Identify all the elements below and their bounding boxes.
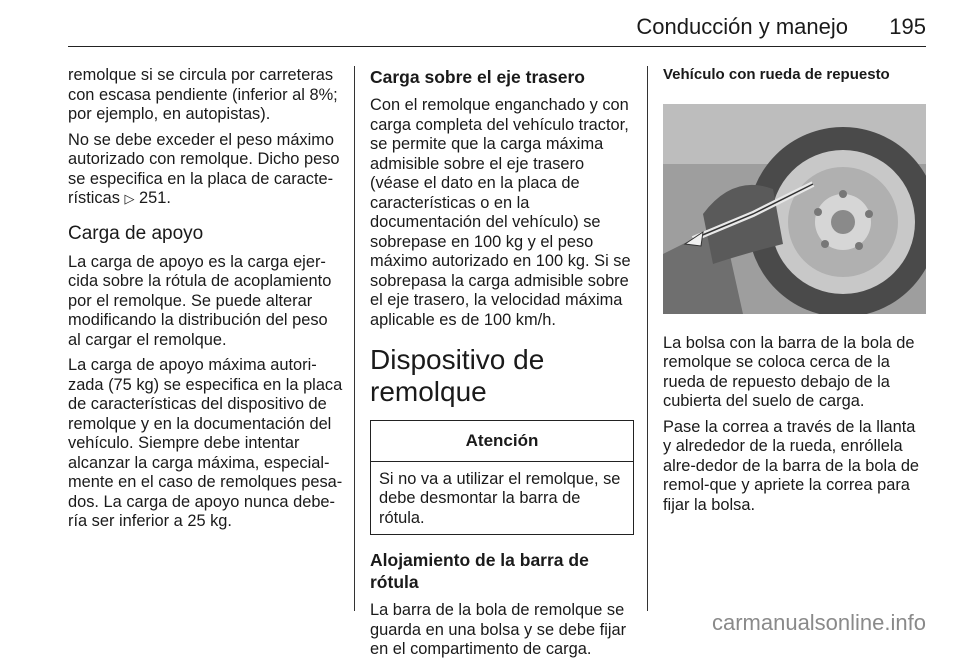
paragraph: remolque si se circula por carreteras con escasa pendiente (inferior al 8%; por ejemplo, en autopistas). [68,66,338,123]
paragraph: La carga de apoyo es la carga ejer-cida sobre la rótula de acoplamiento por el remolque. Se puede alterar modificando la distribución del peso al cargar el remolque. [68,252,332,349]
heading-support-load: Carga de apoyo [68,222,204,244]
notice-title: Atención [371,421,633,462]
column-1 [68,66,344,538]
paragraph: No se debe exceder el peso máximo autorizado con remolque. Dicho peso se especifica en la placa de caracte-rísticas ▷ 251. [68,130,340,207]
column-divider [647,66,648,611]
spare-wheel-photo [663,104,926,314]
column-2 [370,66,634,666]
column-divider [354,66,355,611]
column-3 [663,66,926,521]
heading-spare-wheel: Vehículo con rueda de repuesto [663,66,890,83]
paragraph: Con el remolque enganchado y con carga completa del vehículo tractor, se permite que la carga máxima admisible sobre el eje trasero (véase el dato en la placa de características o en la documentación del vehículo) se sobrepase en 100 kg y el peso máximo autorizado en 100 kg. Si se sobrepasa la carga admisible sobre el eje trasero, la velocidad máxima aplicable es de 100 km/h. [370,96,631,329]
warning-notice [370,420,634,535]
reference-arrow-icon: ▷ [124,191,135,206]
page-reference-link[interactable]: 251. [139,189,171,207]
heading-towing-device: Dispositivo de remolque [370,344,545,407]
watermark: carmanualsonline.info [711,610,926,635]
paragraph: Pase la correa a través de la llanta y alrededor de la rueda, enróllela alre-dedor de la barra de la bola de remol-que y apriete la correa para fijar la bolsa. [663,417,920,514]
heading-rear-axle: Carga sobre el eje trasero [370,67,585,87]
paragraph: La bolsa con la barra de la bola de remolque se coloca cerca de la rueda de repuesto debajo de la cubierta del suelo de carga. [663,333,915,410]
heading-ball-bar-storage: Alojamiento de la barra de rótula [370,550,589,592]
page-header [68,14,926,42]
section-title: Conducción y manejo [636,14,848,39]
page-number: 195 [889,14,926,39]
paragraph: La carga de apoyo máxima autori-zada (75 kg) se especifica en la placa de características del dispositivo de remolque y en la documentación del vehículo. Siempre debe intentar alcanzar la carga máxima, especial-mente en el caso de remolques pesa-dos. La carga de apoyo nunca debe-ría ser inferior a 25 kg. [68,356,343,530]
header-rule [68,46,926,47]
paragraph: La barra de la bola de remolque se guarda en una bolsa y se debe fijar en el compartimento de carga. [370,601,627,658]
notice-body: Si no va a utilizar el remolque, se debe desmontar la barra de rótula. [379,469,621,527]
